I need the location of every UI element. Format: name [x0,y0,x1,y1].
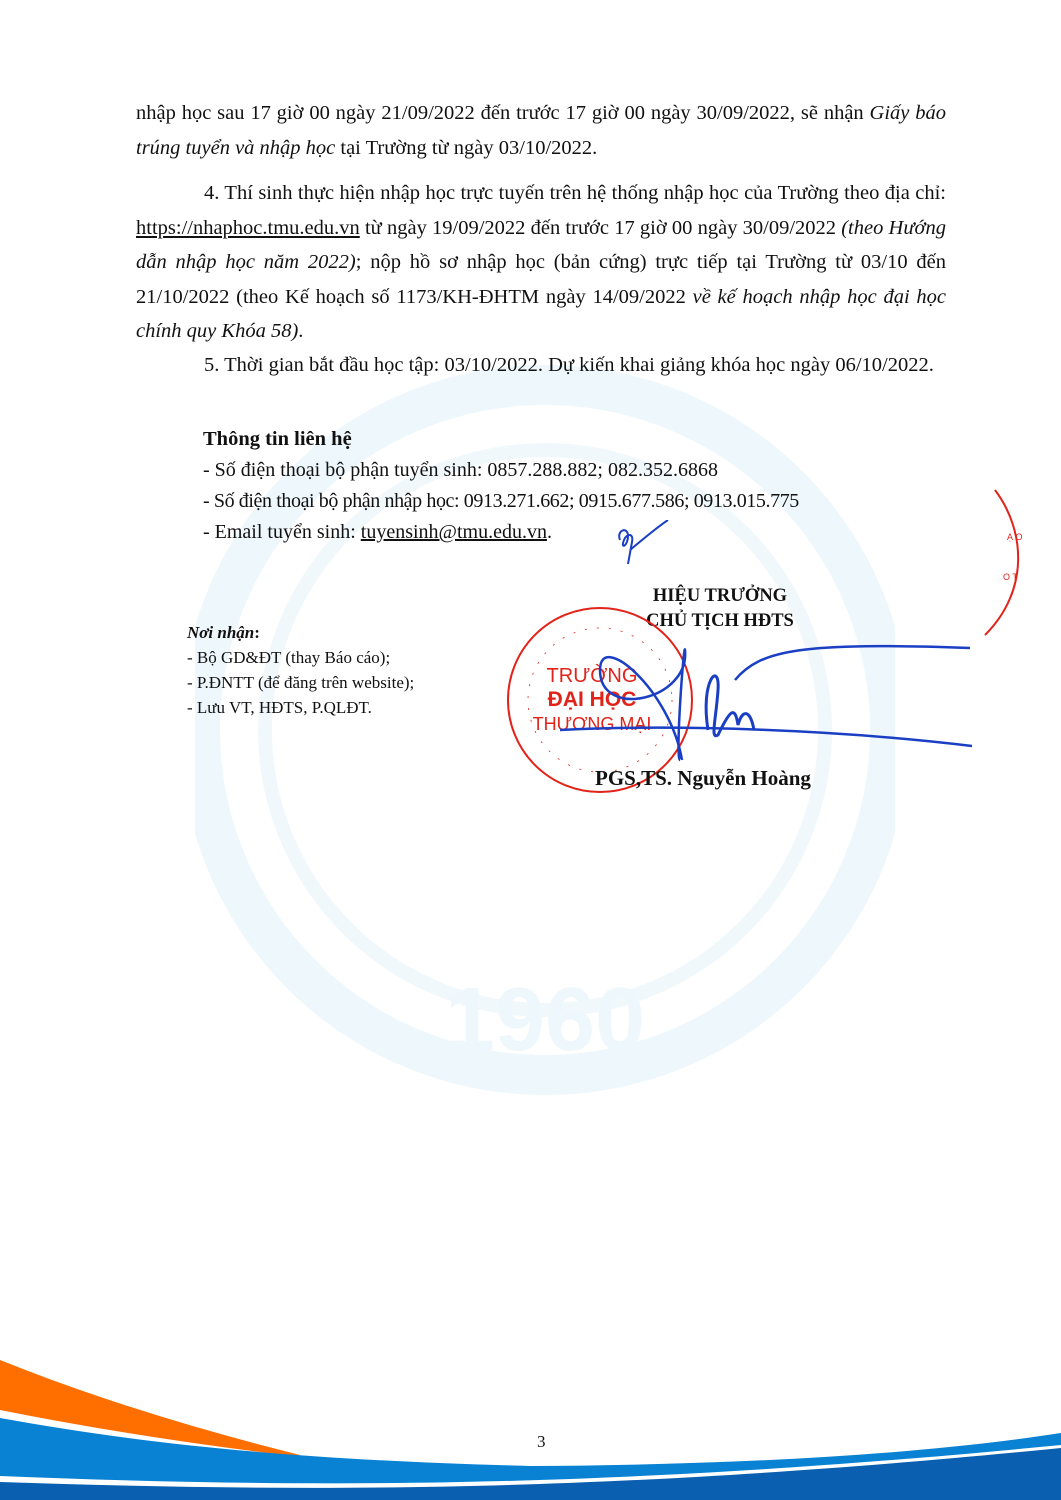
enrollment-link[interactable]: https://nhaphoc.tmu.edu.vn [136,216,360,239]
recipients-block [187,620,414,720]
recipients-title: Nơi nhận [187,623,255,642]
contact-title: Thông tin liên hệ [203,428,352,450]
colon: : [254,623,260,642]
email-label: - Email tuyển sinh: [203,521,361,543]
position-principal: HIỆU TRƯỞNG [652,586,788,606]
svg-text:ĐẠI HỌC: ĐẠI HỌC [547,688,637,711]
recipient-item: - Lưu VT, HĐTS, P.QLĐT. [187,698,372,717]
continuation-paragraph [136,96,946,165]
position-chair: CHỦ TỊCH HĐTS [646,611,794,631]
italic-text: Giấy báo trúng tuyển và nhập học [136,102,946,159]
text: từ ngày 19/09/2022 đến trước 17 giờ 00 ngày 30/09/2022 [359,216,842,239]
item-4-paragraph [136,176,946,349]
italic-text: (theo Hướng dẫn nhập học năm 2022) [136,216,946,273]
text: ; nộp hồ sơ nhập học (bản cứng) trực tiếp tại Trường từ 03/10 đến 21/10/2022 (theo Kế hoạch số 1173/KH-ĐHTM ngày 14/09/2022 [136,251,946,308]
start-date-text: 5. Thời gian bắt đầu học tập: 03/10/2022. Dự kiến khai giảng khóa học ngày 06/10/2022. [204,354,934,376]
text: 4. Thí sinh thực hiện nhập học trực tuyến trên hệ thống nhập học của Trường theo địa chỉ: [204,182,946,204]
italic-text: về kế hoạch nhập học đại học chính quy Khóa 58) [136,285,947,342]
text: tại Trường từ ngày 03/10/2022. [335,136,598,159]
svg-text:1960: 1960 [444,970,646,1070]
signatory-name: PGS,TS. Nguyễn Hoàng [595,766,811,790]
email-line [203,517,799,548]
initials-mark-icon [612,520,672,570]
admissions-phone: - Số điện thoại bộ phận tuyển sinh: 0857.288.882; 082.352.6868 [203,459,718,481]
email-link[interactable]: tuyensinh@tmu.edu.vn [360,521,547,543]
svg-text:Ạ O: Ạ O [1007,532,1023,542]
item-5-paragraph [136,348,946,383]
contact-info [203,424,799,548]
recipient-item: - P.ĐNTT (để đăng trên website); [187,673,415,692]
page-number: 3 [537,1432,546,1451]
svg-text:O T: O T [1003,572,1018,582]
text: . [298,320,304,342]
recipient-item: - Bộ GD&ĐT (thay Báo cáo); [187,648,391,667]
svg-text:TRƯỜNG: TRƯỜNG [546,665,638,687]
text: nhập học sau 17 giờ 00 ngày 21/09/2022 đến trước 17 giờ 00 ngày 30/09/2022, sẽ nhận [136,102,870,124]
svg-text:THƯƠNG MẠI: THƯƠNG MẠI [532,714,652,734]
footer-decorative-band [0,1330,1061,1500]
email-suffix: . [546,521,552,543]
enrollment-phone: - Số điện thoại bộ phận nhập học: 0913.271.662; 0915.677.586; 0913.015.775 [203,490,799,512]
signature-scribble [560,620,980,770]
partial-stamp-edge [955,480,1061,640]
